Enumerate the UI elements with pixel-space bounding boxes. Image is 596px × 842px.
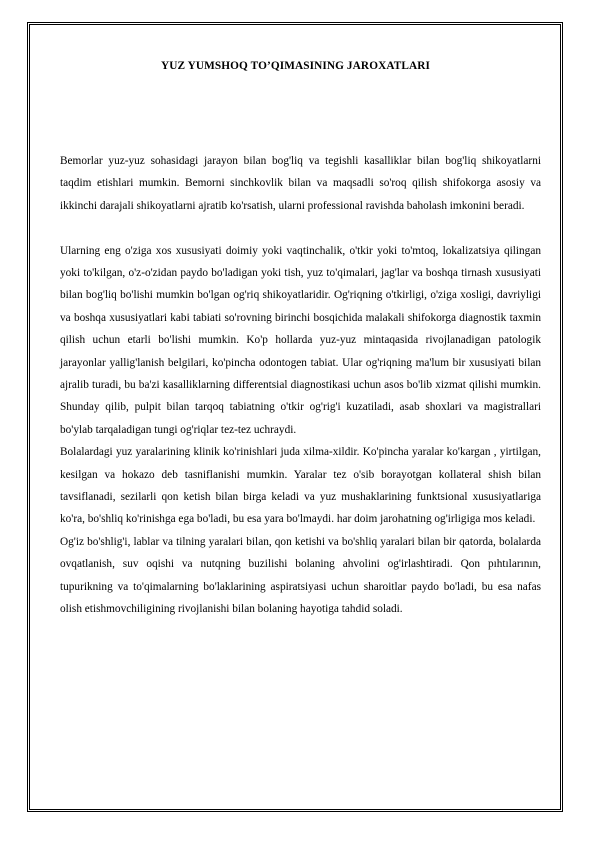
- paragraph-1: Bemorlar yuz-yuz sohasidagi jarayon bilan bog'liq va tegishli kasalliklar bilan bog'liq shikoyatlarni taqdim etishlari mumkin. Bemorni sinchkovlik bilan va maqsadli so'roq qilish shifokorga asosiy va ikkinchi darajali shikoyatlarni ajratib ko'rsatish, ularni professional ravishda baholash imkonini beradi.: [60, 155, 541, 212]
- document-title: YUZ YUMSHOQ TO’QIMASINING JAROXATLARI: [160, 60, 431, 72]
- paragraph-2: Ularning eng o'ziga xos xususiyati doimiy yoki vaqtinchalik, o'tkir yoki to'mtoq, lokalizatsiya qilingan yoki to'kilgan, o'z-o'zidan paydo bo'ladigan yoki tish, yuz to'qimalari, jag'lar va boshqa tirnash xususiyati bilan bog'liq bo'lishi mumkin bo'lgan og'riq shikoyatlaridir. Og'riqning o'tkirligi, o'ziga xosligi, davriyligi va boshqa xususiyatlari kabi tabiati so'rovning birinchi bosqichida malakali shifokorga diagnostik taxmin qilish uchun etarli bo'lishi mumkin. Ko'p hollarda yuz-yuz mintaqasida rivojlanadigan patologik jarayonlar yallig'lanish belgilari, ko'pincha odontogen tabiat. Ular og'riqning ma'lum bir xususiyati bilan ajralib turadi, bu ba'zi kasalliklarning differentsial diagnostikasi uchun asos bo'lib xizmat qilishi mumkin. Shunday qilib, pulpit bilan tarqoq tabiatning o'tkir og'rig'i kuzatiladi, asab shoxlari va magistrallari bo'ylab tarqaladigan tungi og'riqlar tez-tez uchraydi.: [60, 244, 541, 436]
- document-body: [60, 150, 541, 621]
- paragraph-4: Og'iz bo'shlig'i, lablar va tilning yaralari bilan, qon ketishi va bo'shliq yaralari bilan bir qatorda, bolalarda ovqatlanish, suv oqishi va nutqning buzilishi bolaning ahvolini og'irlashtiradi. Qon pıhtılarının, tupurikning va to'qimalarning bo'laklarining aspiratsiyasi uchun sharoitlar paydo bo'ladi, bu esa nafas olish etishmovchiligining rivojlanishi bilan bolaning hayotiga tahdid soladi.: [60, 535, 541, 616]
- paragraph-3: Bolalardagi yuz yaralarining klinik ko'rinishlari juda xilma-xildir. Ko'pincha yaralar ko'kargan , yirtilgan, kesilgan va hokazo deb tasniflanishi mumkin. Yaralar tez o'sib borayotgan kollateral shish bilan tavsiflanadi, sezilarli qon ketish bilan birga keladi va yuz mushaklarining funktsional xususiyatlariga ko'ra, bo'shliq ko'rinishga ega bo'ladi, bu esa yara bo'lmaydi. har doim jarohatning og'irligiga mos keladi.: [60, 446, 541, 526]
